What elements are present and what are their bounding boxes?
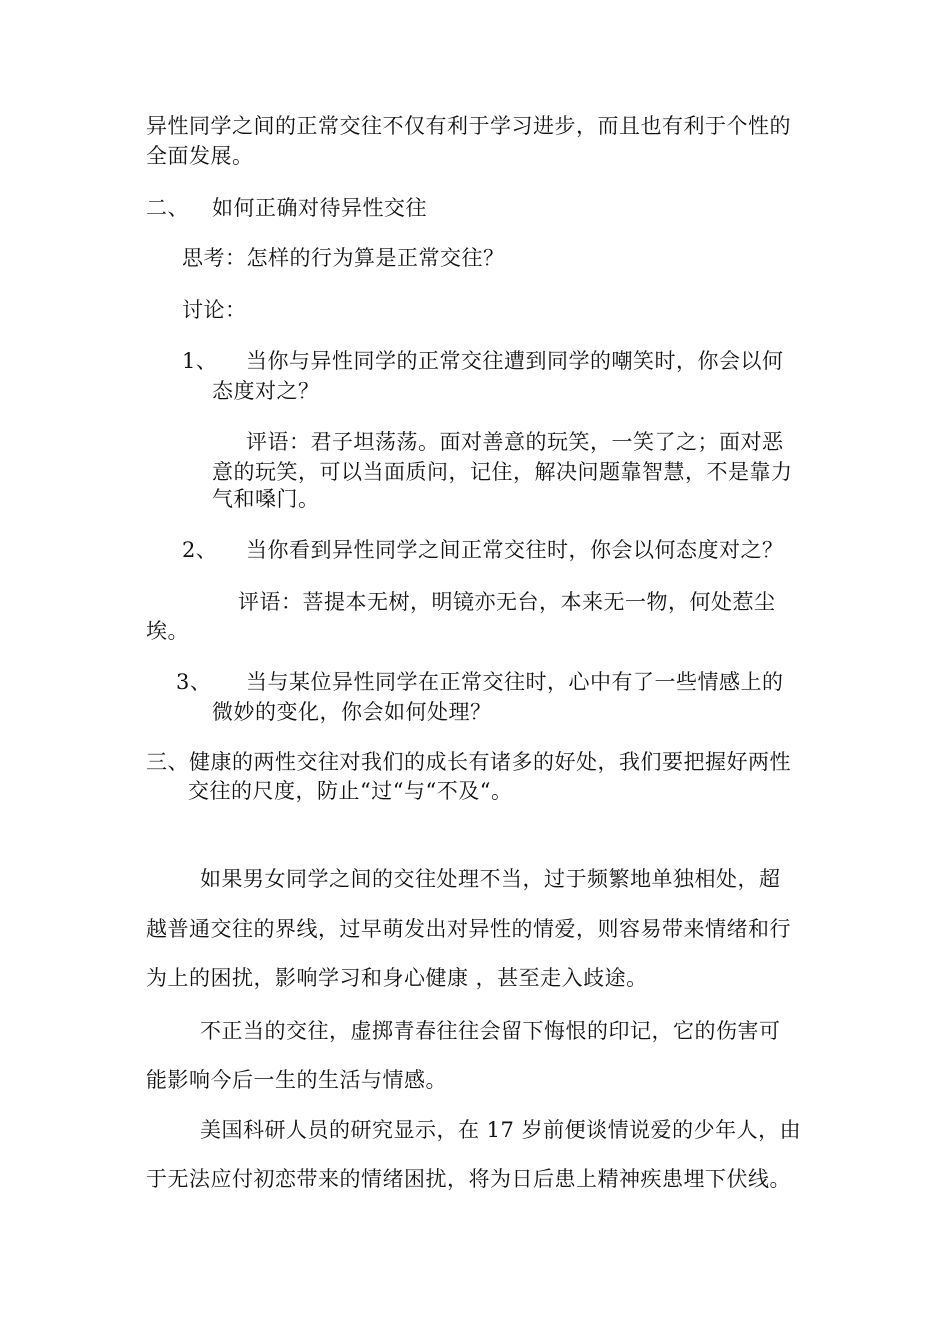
section-2-number: 二、 (146, 196, 189, 220)
body-paragraph-2-line-1: 不正当的交往，虚掷青春往往会留下悔恨的印记，它的伤害可 (200, 1019, 781, 1043)
comment-1-line-1: 评语：君子坦荡荡。面对善意的玩笑，一笑了之；面对恶 (246, 430, 784, 454)
body-paragraph-1-line-3: 为上的困扰，影响学习和身心健康 ，甚至走入歧途。 (146, 966, 648, 990)
comment-2-line-2: 埃。 (146, 619, 189, 643)
comment-1-line-3: 气和嗓门。 (212, 487, 320, 511)
body-paragraph-3-line-2: 于无法应付初恋带来的情绪困扰，将为日后患上精神疾患埋下伏线。 (146, 1167, 791, 1191)
question-1-line-1: 当你与异性同学的正常交往遭到同学的嘲笑时，你会以何 (246, 349, 784, 373)
question-3-number: 3、 (176, 670, 212, 694)
intro-line-2: 全面发展。 (146, 144, 254, 168)
question-1-line-2: 态度对之？ (212, 379, 320, 403)
question-3-line-2: 微妙的变化，你会如何处理？ (212, 700, 492, 724)
body-paragraph-1-line-1: 如果男女同学之间的交往处理不当，过于频繁地单独相处，超 (200, 867, 781, 891)
section-2-title: 如何正确对待异性交往 (212, 196, 427, 220)
think-question: 思考：怎样的行为算是正常交往？ (182, 246, 505, 270)
comment-1-line-2: 意的玩笑，可以当面质问，记住，解决问题靠智慧，不是靠力 (212, 460, 793, 484)
section-3-line-2: 交往的尺度，防止“过“与“不及“。 (188, 779, 513, 803)
body-paragraph-3-line-1: 美国科研人员的研究显示，在 17 岁前便谈情说爱的少年人，由 (200, 1118, 802, 1142)
question-2-line-1: 当你看到异性同学之间正常交往时，你会以何态度对之？ (246, 538, 784, 562)
intro-line-1: 异性同学之间的正常交往不仅有利于学习进步，而且也有利于个性的 (146, 114, 791, 138)
comment-2-line-1: 评语：菩提本无树，明镜亦无台，本来无一物，何处惹尘 (238, 590, 776, 614)
question-1-number: 1、 (182, 349, 218, 373)
discuss-label: 讨论： (182, 298, 247, 322)
body-paragraph-2-line-2: 能影响今后一生的生活与情感。 (146, 1068, 447, 1092)
question-2-number: 2、 (182, 538, 218, 562)
section-3-line-1: 三、健康的两性交往对我们的成长有诸多的好处，我们要把握好两性 (146, 750, 791, 774)
body-paragraph-1-line-2: 越普通交往的界线，过早萌发出对异性的情爱，则容易带来情绪和行 (146, 917, 791, 941)
question-3-line-1: 当与某位异性同学在正常交往时，心中有了一些情感上的 (246, 670, 784, 694)
